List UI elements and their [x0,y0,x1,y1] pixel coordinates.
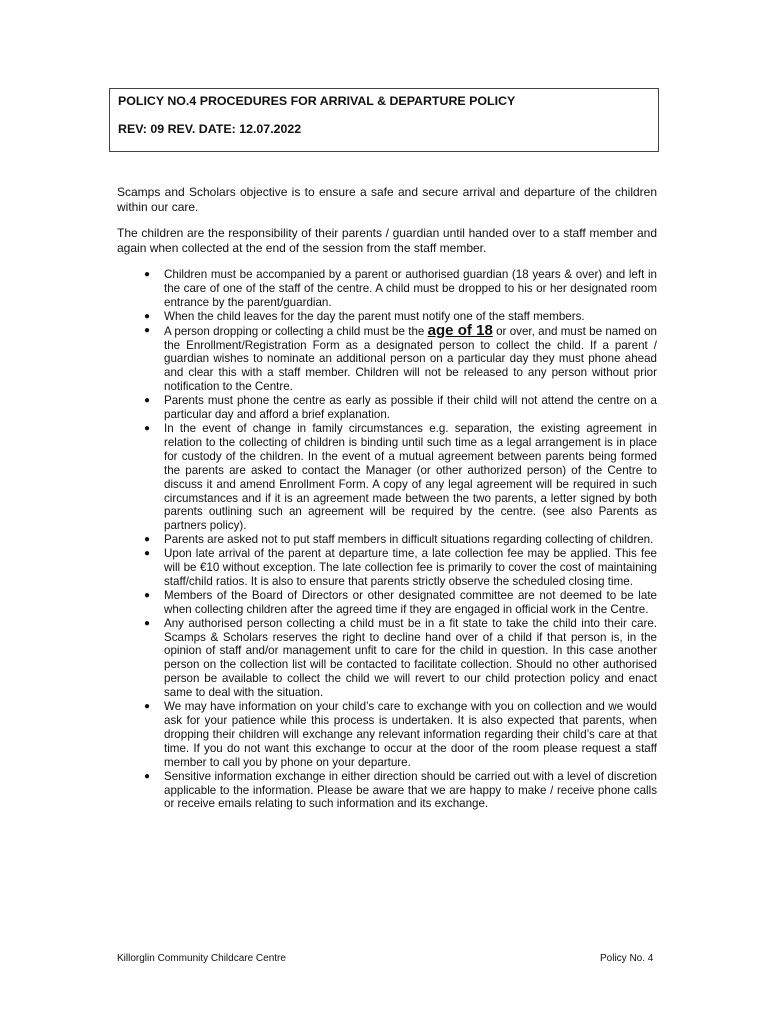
policy-title: POLICY NO.4 PROCEDURES FOR ARRIVAL & DEPARTURE POLICY [118,94,516,108]
list-item [144,589,657,617]
bullet-text: We may have information on your child’s care to exchange with you on collection and we would ask for your patience while this process is undertaken. It is also expected that parents, when dropping their children will exchange any relevant information regarding their child’s care at that time. If you do not want this exchange to occur at the door of the room please request a staff member to call you by phone on your departure. [164,700,657,769]
bullet-icon: ● [144,548,151,560]
age-requirement-emphasis: age of 18 [427,321,493,339]
bullet-icon: ● [144,589,151,601]
bullet-icon: ● [144,422,151,434]
list-item [144,321,657,395]
bullet-text: Members of the Board of Directors or other designated committee are not deemed to be late when collecting children after the agreed time if they are engaged in official work in the Centre. [164,588,657,616]
bullet-text: Upon late arrival of the parent at departure time, a late collection fee may be applied. This fee will be €10 without exception. The late collection fee is primarily to cover the cost of maintaining staff/child ratios. It is also to ensure that parents strictly observe the scheduled closing time. [164,547,657,588]
list-item [144,533,657,547]
bullet-icon: ● [144,310,151,322]
bullet-icon: ● [144,617,151,629]
list-item [144,310,657,324]
footer-organisation: Killorglin Community Childcare Centre [117,953,286,964]
revision-info: REV: 09 REV. DATE: 12.07.2022 [118,122,302,136]
list-item [144,700,657,770]
bullet-icon: ● [144,534,151,546]
policy-bullet-list [144,268,657,811]
bullet-text: Children must be accompanied by a parent or authorised guardian (18 years & over) and left in the care of one of the staff of the centre. A child must be dropped to his or her designated room entrance by the parent/guardian. [164,268,657,309]
list-item [144,617,657,700]
intro-paragraph: Scamps and Scholars objective is to ensure a safe and secure arrival and departure of the children within our care. [117,185,657,214]
bullet-text: In the event of change in family circumstances e.g. separation, the existing agreement in relation to the collecting of children is binding until such time as a legal arrangement is in place for custody of the children. In the event of a mutual agreement between parents being formed the parents are asked to contact the Manager (or other authorized person) of the Centre to discuss it and amend Enrollment Form. A copy of any legal agreement will be required in such circumstances and if it is an agreement made between the two parents, a letter signed by both parents outlining such an agreement will be required by the centre. (see also Parents as partners policy). [164,421,657,533]
bullet-icon: ● [144,701,151,713]
list-item [144,547,657,589]
bullet-text: Parents must phone the centre as early as possible if their child will not attend the centre on a particular day and afford a brief explanation. [164,394,657,422]
bullet-icon: ● [144,770,151,782]
bullet-text: A person dropping or collecting a child must be the [164,324,428,338]
bullet-icon: ● [144,269,151,280]
footer-policy-number: Policy No. 4 [600,953,654,964]
list-item [144,394,657,422]
bullet-icon: ● [144,324,151,336]
bullet-text: When the child leaves for the day the parent must notify one of the staff members. [164,309,585,323]
bullet-icon: ● [144,395,151,407]
list-item [144,422,657,533]
list-item [144,770,657,812]
policy-header-box [109,88,659,152]
list-item [144,268,657,310]
bullet-text: or over, and must be named on the Enrollment/Registration Form as a designated person to collect the child. If a parent / guardian wishes to nominate an additional person on a particular day they must phone ahead and clear this with a staff member. Children will not be released to any person without prior notification to the Centre. [164,324,657,394]
bullet-text: Any authorised person collecting a child must be in a fit state to take the child into their care. Scamps & Scholars reserves the right to decline hand over of a child if that person is, in the opinion of staff and/or management unfit to care for the child in question. In this case another person on the collection list will be contacted to facilitate collection. Should no other authorised person be available to collect the child we will revert to our child protection policy and enact same to deal with the situation. [164,616,657,700]
bullet-text: Parents are asked not to put staff members in difficult situations regarding collecting of children. [164,533,654,547]
bullet-text: Sensitive information exchange in either direction should be carried out with a level of discretion applicable to the information. Please be aware that we are happy to make / receive phone calls or receive emails relating to such information and its exchange. [164,769,657,811]
intro-paragraph: The children are the responsibility of their parents / guardian until handed over to a staff member and again when collected at the end of the session from the staff member. [117,226,657,255]
